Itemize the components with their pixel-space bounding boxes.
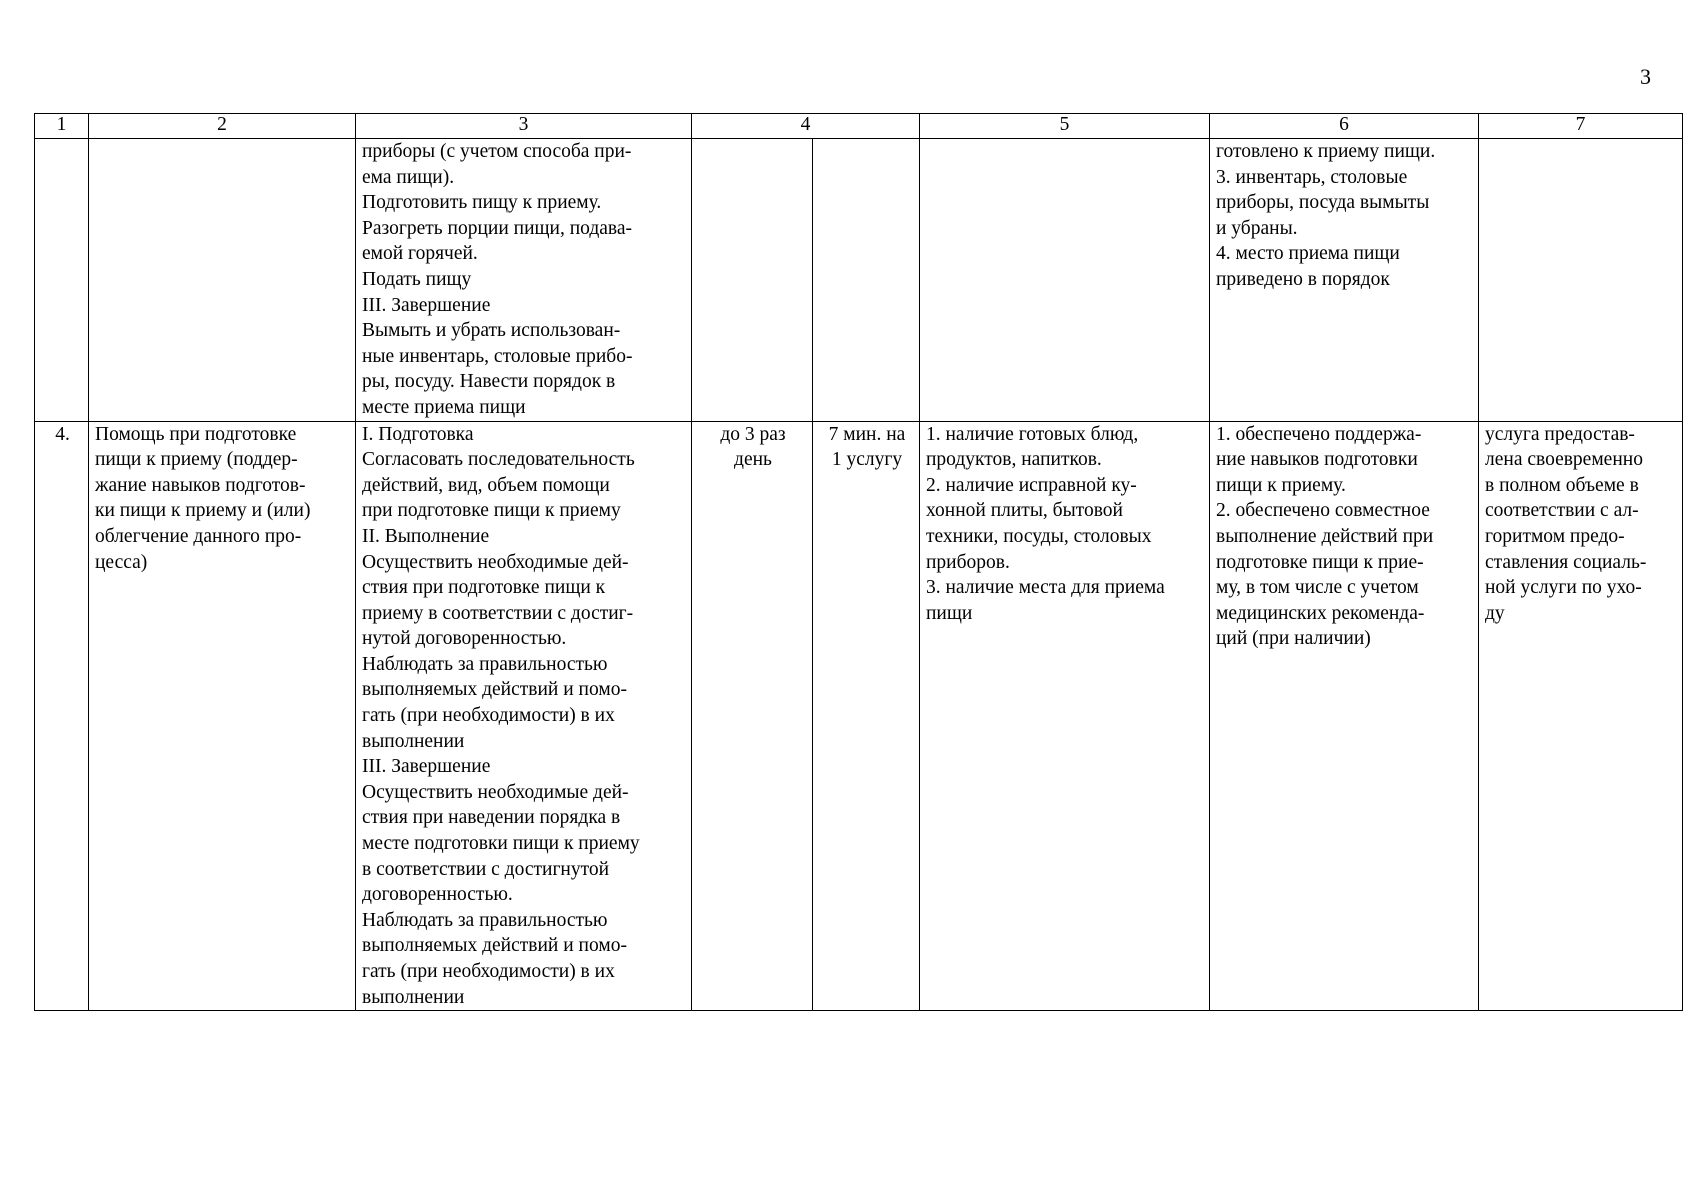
cont-results-cell: готовлено к приему пищи. 3. инвентарь, столовые приборы, посуда вымыты и убраны. 4. место приема пищи приведено в порядок <box>1210 139 1479 422</box>
col-header-2: 2 <box>89 114 356 139</box>
service-conditions: 1. наличие готовых блюд, продуктов, напитков. 2. наличие исправной ку- хонной плиты, бытовой техники, посуды, столовых приборов. 3. наличие места для приема пищи <box>920 421 1210 1011</box>
service-name: Помощь при подготовке пищи к приему (поддер- жание навыков подготов- ки пищи к приему и (или) облегчение данного про- цесса) <box>89 421 356 1011</box>
cont-conditions-cell <box>920 139 1210 422</box>
col-header-7: 7 <box>1479 114 1683 139</box>
row-number: 4. <box>35 421 89 1011</box>
col-header-4: 4 <box>692 114 920 139</box>
cont-number-cell <box>35 139 89 422</box>
cont-description-cell: приборы (с учетом способа при- ема пищи). Подготовить пищу к приему. Разогреть порции пищи, подава- емой горячей. Подать пищу III. Завершение Вымыть и убрать использован- ные инвентарь, столовые прибо- ры, посуду. Навести порядок в месте приема пищи <box>356 139 692 422</box>
column-number-row <box>35 114 1683 139</box>
service-standards-table <box>34 113 1683 1011</box>
col-header-6: 6 <box>1210 114 1479 139</box>
cont-frequency-cell <box>692 139 813 422</box>
col-header-1: 1 <box>35 114 89 139</box>
continuation-row <box>35 139 1683 422</box>
service-results: 1. обеспечено поддержа- ние навыков подготовки пищи к приему. 2. обеспечено совместное выполнение действий при подготовке пищи к прие- му, в том числе с учетом медицинских рекоменда- ций (при наличии) <box>1210 421 1479 1011</box>
service-quality: услуга предостав- лена своевременно в полном объеме в соответствии с ал- горитмом предо- ставления социаль- ной услуги по ухо- ду <box>1479 421 1683 1011</box>
service-duration: 7 мин. на 1 услугу <box>813 421 920 1011</box>
cont-duration-cell <box>813 139 920 422</box>
page-number: 3 <box>1640 64 1651 89</box>
col-header-3: 3 <box>356 114 692 139</box>
service-frequency: до 3 раз день <box>692 421 813 1011</box>
cont-quality-cell <box>1479 139 1683 422</box>
col-header-5: 5 <box>920 114 1210 139</box>
cont-name-cell <box>89 139 356 422</box>
service-row-4 <box>35 421 1683 1011</box>
service-description: I. Подготовка Согласовать последовательность действий, вид, объем помощи при подготовке пищи к приему II. Выполнение Осуществить необходимые дей- ствия при подготовке пищи к приему в соответствии с достиг- нутой договоренностью. Наблюдать за правильностью выполняемых действий и помо- гать (при необходимости) в их выполнении III. Завершение Осуществить необходимые дей- ствия при наведении порядка в месте подготовки пищи к приему в соответствии с достигнутой договоренностью. Наблюдать за правильностью выполняемых действий и помо- гать (при необходимости) в их выполнении <box>356 421 692 1011</box>
